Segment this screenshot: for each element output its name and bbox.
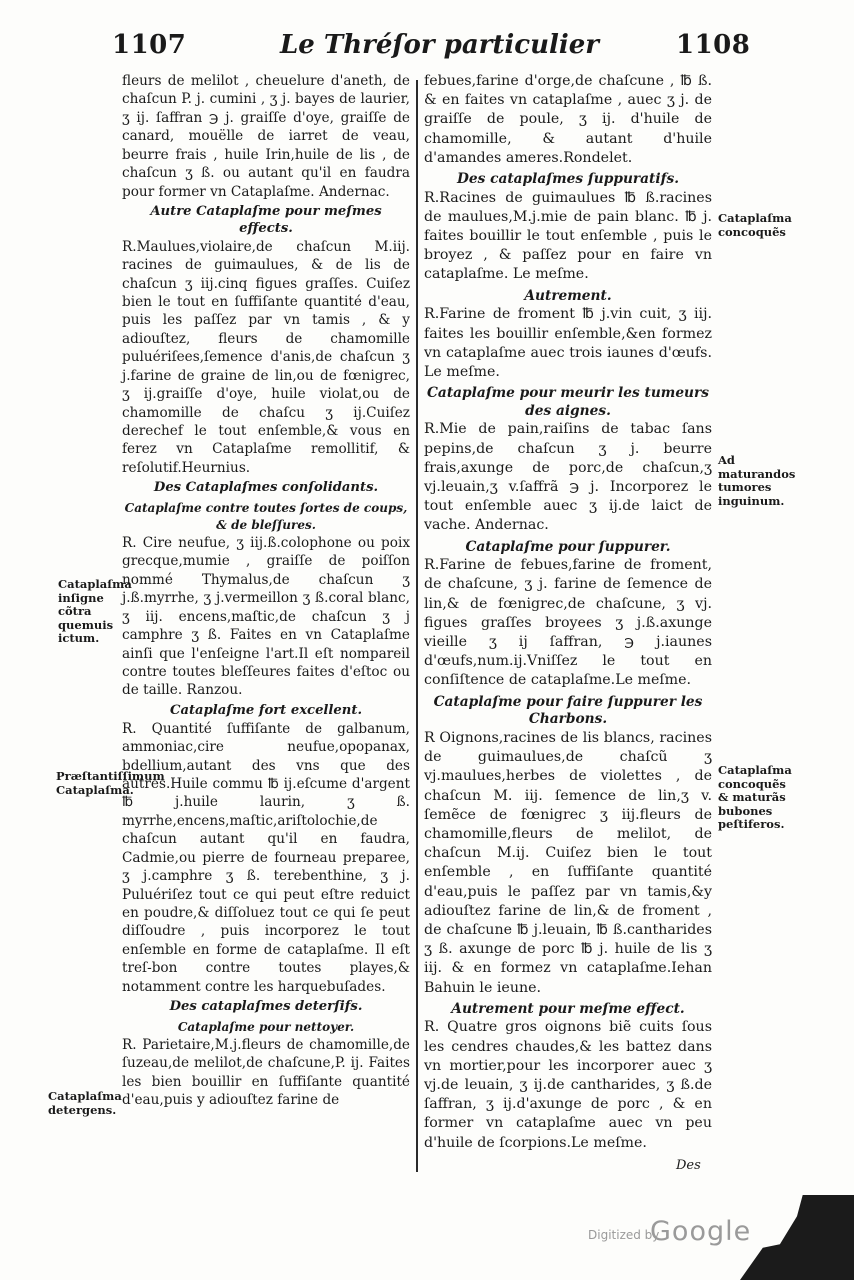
section-heading: Cataplaſme pour faire ſuppurer les Charbons. (433, 693, 703, 728)
section-heading: Des Cataplaſmes conſolidants. (153, 480, 379, 496)
section-heading: Autre Cataplaſme pour meſmes effects. (150, 203, 382, 236)
column-rule (416, 80, 418, 1172)
margin-note: Cataplaſma detergens. (48, 1089, 122, 1117)
text-paragraph: R.Farine de froment ℔ j.vin cuit, ʒ iij. faites les bouillir enſemble,&en formez vn cataplaſme auec trois iaunes d'œufs. Le meſme. (424, 306, 712, 380)
left-column (122, 72, 410, 1110)
section-heading: Des cataplaſmes deterſifs. (169, 999, 363, 1015)
section-heading: Autrement. (524, 287, 612, 304)
section-heading: Autrement pour meſme effect. (451, 1000, 685, 1017)
text-paragraph: febues,farine d'orge,de chaſcune , ℔ ß. & en faites vn cataplaſme , auec ʒ j. de graiſſe de poule, ʒ ij. d'huile de chamomille, & autant d'huile d'amandes ameres.Rondelet. (424, 73, 712, 166)
margin-note: Cataplaſma inſigne cõtra quemuis ictum. (58, 577, 132, 645)
text-paragraph: R.Farine de febues,farine de froment, de chaſcune, ʒ j. farine de ſemence de lin,& de fœnigrec,de chaſcune, ʒ vj. figues graſſes broyees ʒ j.ß.axunge vieille ʒ ij ſaffran, ℈ j.iaunes d'œufs,num.ij.Vniſſez le tout en conſiſtence de cataplaſme.Le meſme. (424, 557, 712, 689)
text-paragraph: R. Cire neufue, ʒ iij.ß.colophone ou poix grecque,mumie , graiſſe de poiſſon nommé Thymalus,de chaſcun ʒ j.ß.myrrhe, ʒ j.vermeillon ʒ ß.coral blanc, ʒ iij. encens,maſtic,de chaſcun ʒ j camphre ʒ ß. Faites en vn Cataplaſme ainſi que l'enſeigne l'art.Il eſt nompareil contre toutes bleſſeures faites d'eſtoc ou de taille. Ranzou. (122, 535, 410, 699)
catchword: Des (676, 1158, 701, 1173)
margin-note: Cataplaſma concoquẽs & maturãs bubones peſtiferos. (718, 763, 792, 831)
page-edge-shadow (740, 1195, 854, 1280)
page-number-right: 1108 (676, 30, 751, 60)
section-heading: Des cataplaſmes ſuppuratifs. (456, 171, 680, 188)
section-heading: Cataplaſme pour meurir les tumeurs des aignes. (427, 385, 709, 419)
text-paragraph: R. Quatre gros oignons biẽ cuits ſous les cendres chaudes,& les battez dans vn mortier,pour les incorporer auec ʒ vj.de leuain, ʒ ij.de cantharides, ʒ ß.de ſaffran, ʒ ij.d'axunge de porc , & en former vn cataplaſme auec vn peu d'huile de ſcorpions.Le meſme. (424, 1019, 712, 1151)
margin-note: Ad maturandos tumores inguinum. (718, 453, 796, 508)
running-head: Le Thréſor particulier (280, 30, 599, 60)
section-subheading: Cataplaſme pour nettoyer. (177, 1020, 355, 1035)
text-paragraph: fleurs de melilot , cheuelure d'aneth, de chaſcun P. j. cumini , ʒ j. bayes de laurier, ʒ ij. ſaffran ℈ j. graiſſe d'oye, graiſſe de canard, mouëlle de iarret de veau, beurre frais , huile Irin,huile de lis , de chaſcun ʒ ß. ou autant qu'il en faudra pour former vn Cataplaſme. Andernac. (122, 73, 410, 200)
text-paragraph: R. Parietaire,M.j.fleurs de chamomille,de ſuzeau,de melilot,de chaſcune,P. ij. Faites les bien bouillir en ſuffiſante quantité d'eau,puis y adiouſtez farine de (122, 1036, 410, 1109)
section-heading: Cataplaſme fort excellent. (169, 702, 363, 718)
text-paragraph: R. Quantité ſuffiſante de galbanum, ammoniac,cire neufue,opopanax, bdellium,autant des vns que des autres.Huile commu ℔ ij.eſcume d'argent ℔ j.huile laurin, ʒ ß. myrrhe,encens,maſtic,ariſtolochie,de chaſcun autant qu'il en faudra, Cadmie,ou pierre de fourneau preparee, ʒ j.camphre ʒ ß. terebenthine, ʒ j. Puluériſez tout ce qui peut eſtre reduict en poudre,& diſſoluez tout ce qui ſe peut diſſoudre , puis incorporez le tout enſemble en forme de cataplaſme. Il eſt treſ-bon contre toutes playes,& notamment contre les harquebuſades. (122, 720, 410, 995)
google-watermark: Google (650, 1216, 752, 1247)
text-paragraph: R.Mie de pain,raiſins de tabac ſans pepins,de chaſcun ʒ j. beurre frais,axunge de porc,de chaſcun,ʒ vj.leuain,ʒ v.ſaffrã ℈ j. Incorporez le tout enſemble auec ʒ ij.de laict de vache. Andernac. (424, 421, 712, 534)
section-subheading: Cataplaſme contre toutes ſortes de coups, & de bleſſures. (124, 501, 408, 533)
text-paragraph: R Oignons,racines de lis blancs, racines de guimaulues,de chaſcũ ʒ vj.maulues,herbes de violettes , de chaſcun M. iij. ſemence de lin,ʒ v. ſemẽce de fœnigrec ʒ iij.fleurs de chamomille,fleurs de melilot, de chaſcun M.ij. Cuiſez bien le tout enſemble , en ſuffiſante quantité d'eau,puis le paſſez par vn tamis,&y adiouſtez farine de lin,& de froment , de chaſcune ℔ j.leuain, ℔ ß.cantharides ʒ ß. axunge de porc ℔ j. huile de lis ʒ iij. & en formez vn cataplaſme.Iehan Bahuin le ieune. (424, 729, 712, 996)
digitized-label: Digitized by (588, 1228, 660, 1242)
text-paragraph: R.Maulues,violaire,de chaſcun M.iij. racines de guimaulues, & de lis de chaſcun ʒ iij.cinq figues graſſes. Cuiſez bien le tout en ſuffiſante quantité d'eau, puis les paſſez par vn tamis , & y adiouſtez, fleurs de chamomille puluériſees,ſemence d'anis,de chaſcun ʒ j.farine de graine de lin,ou de fœnigrec, ʒ ij.graiſſe d'oye, huile violat,ou de chamomille de chaſcu ʒ ij.Cuiſez derechef le tout enſemble,& vous en ferez vn Cataplaſme remollitif, & reſolutif.Heurnius. (122, 238, 410, 476)
margin-note: Præſtantiſſimum Cataplaſma. (56, 769, 165, 797)
margin-note: Cataplaſma concoquẽs (718, 211, 792, 239)
text-paragraph: R.Racines de guimaulues ℔ ß.racines de maulues,M.j.mie de pain blanc. ℔ j. faites bouillir le tout enſemble , puis le broyez , & paſſez pour en faire vn cataplaſme. Le meſme. (424, 189, 712, 283)
page-number-left: 1107 (112, 30, 187, 60)
right-column (424, 72, 712, 1153)
section-heading: Cataplaſme pour ſuppurer. (465, 538, 671, 555)
